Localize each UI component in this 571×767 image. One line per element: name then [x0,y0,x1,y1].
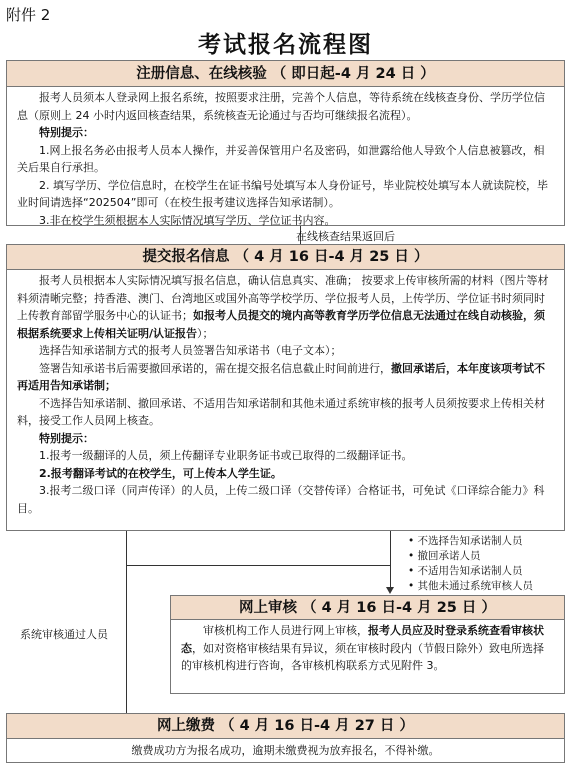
step-submit-paragraph: 选择告知承诺制方式的报考人员签署告知承诺书（电子文本）； [39,344,342,357]
unapproved-item: • 撤回承诺人员 [408,549,533,564]
step-submit-tip: 1.报考一级翻译的人员，须上传翻译专业职务证书或已取得的二级翻译证书。 [39,449,413,462]
step-register-tips-title: 特别提示： [39,126,94,139]
unapproved-item: • 不适用告知承诺制人员 [408,564,533,579]
step-register-tip: 2. 填写学历、学位信息时，在校学生在证书编号处填写本人身份证号，毕业院校处填写本人就读院校，毕业时间请选择“202504”即可（在校生报考建议选择告知承诺制）。 [17,178,548,209]
step-submit-tip: 2.报考翻译考试的在校学生，可上传本人学生证。 [39,466,282,480]
step-register-tip: 3.非在校学生须根据本人实际情况填写学历、学位证书内容。 [39,213,336,227]
step-payment-body: 缴费成功方为报名成功，逾期未缴费视为放弃报名，不得补缴。 [131,744,440,757]
step-online-payment [6,713,565,763]
unapproved-item: • 不选择告知承诺制人员 [408,534,533,549]
step-submit-paragraph: 报考人员根据本人实际情况填写报名信息，确认信息真实、准确； 按要求上传审核所需的材料（图片等材料须清晰完整；持香港、澳门、台湾地区或国外高等学校学历、学位报考人员，上传学历、学位证书时须同时上传教育部留学服务中心的认证书；如报考人员提交的境内高等教育学历学位信息无法通过在线自动核验，须根据系统要求上传相关证明/认证报告）； [17,274,549,340]
step-register-verify [6,60,565,226]
step-submit-paragraph: 不选择告知承诺制、撤回承诺、不适用告知承诺制和其他未通过系统审核的报考人员须按要求上传相关材料，接受工作人员网上核查。 [17,396,545,427]
page-title: 考试报名流程图 [198,32,373,58]
step-submit-tips-title: 特别提示： [39,431,94,445]
step-submit-tip: 3.报考二级口译（同声传译）的人员，上传二级口译（交替传译）合格证书，可免试《口译综合能力》科目。 [17,484,545,515]
step-register-intro: 报考人员须本人登录网上报名系统，按照要求注册，完善个人信息，等待系统在线核查身份、学历学位信息（原则上 24 小时内返回核查结果，系统核查无论通过与否均可继续报名流程）。 [17,91,545,122]
step-review-heading: 网上审核 （ 4 月 16 日-4 月 25 日 ） [171,596,564,620]
step-register-tip: 1.网上报名务必由报考人员本人操作，并妥善保管用户名及密码，如泄露给他人导致个人信息被篡改，相关后果自行承担。 [17,143,545,174]
step-online-review [170,595,565,694]
approved-label: 系统审核通过人员 [20,628,108,641]
connector-line [126,565,391,566]
step-submit-info [6,244,565,531]
step-submit-paragraph: 签署告知承诺书后需要撤回承诺的，需在提交报名信息截止时间前进行，撤回承诺后，本年度该项考试不再适用告知承诺制； [17,361,545,392]
connector-line [126,531,127,722]
unapproved-list [408,534,533,594]
step-submit-heading: 提交报名信息 （ 4 月 16 日-4 月 25 日 ） [7,245,564,270]
attachment-label: 附件 2 [6,6,51,24]
connector-line [390,531,391,588]
connector-caption: 在线核查结果返回后 [296,230,395,243]
step-payment-heading: 网上缴费 （ 4 月 16 日-4 月 27 日 ） [7,714,564,739]
step-register-heading: 注册信息、在线核验 （ 即日起-4 月 24 日 ） [7,61,564,87]
arrow-down-icon [386,587,394,594]
unapproved-item: • 其他未通过系统审核人员 [408,579,533,594]
step-review-body: 审核机构工作人员进行网上审核，报考人员应及时登录系统查看审核状态，如对资格审核结果有异议，须在审核时段内（节假日除外）致电所选择的审核机构进行咨询，各审核机构联系方式见附件 3。 [181,624,544,672]
